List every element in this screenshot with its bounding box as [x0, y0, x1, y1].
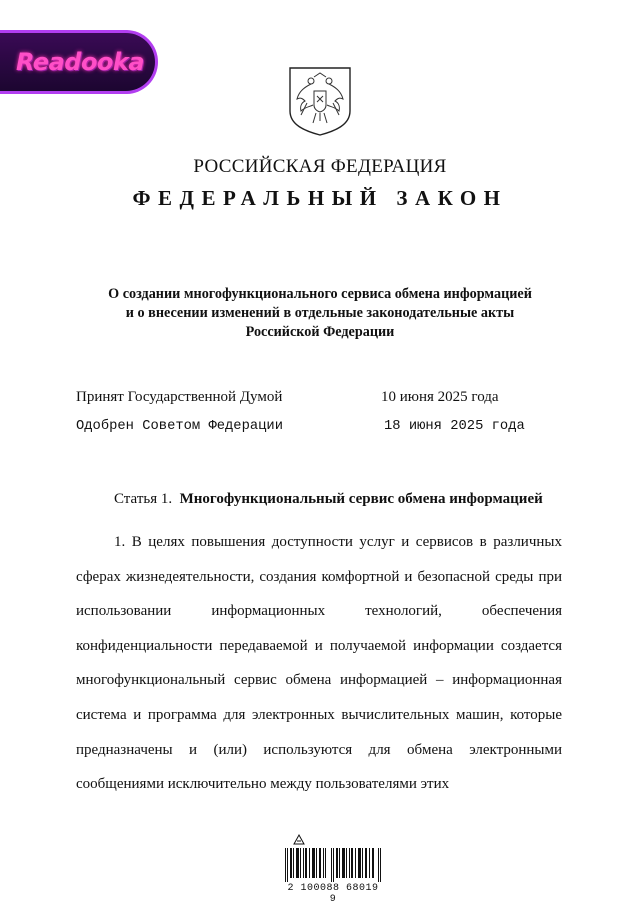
- approved-by-council-label: Одобрен Советом Федерации: [76, 419, 283, 434]
- law-title-line-1: О создании многофункционального сервиса обмена информацией: [108, 286, 532, 302]
- article-number: Статья 1.: [114, 491, 173, 507]
- russian-coat-of-arms-icon: [287, 65, 353, 137]
- law-title-line-2: и о внесении изменений в отдельные законодательные акты: [125, 305, 515, 321]
- barcode: [283, 833, 383, 905]
- law-title-line-3: Российской Федерации: [245, 324, 395, 340]
- article-title: Многофункциональный сервис обмена информацией: [179, 491, 543, 507]
- watermark-text: Readooka: [16, 48, 145, 76]
- adopted-date: 10 июня 2025 года: [381, 389, 499, 405]
- law-type-heading: ФЕДЕРАЛЬНЫЙ ЗАКОН: [132, 186, 508, 210]
- barcode-mark-icon: [293, 833, 305, 845]
- article-heading: [114, 491, 543, 508]
- barcode-number: 2 100088 68019 9: [287, 883, 379, 905]
- watermark-logo: [0, 30, 158, 94]
- law-title: [60, 285, 580, 342]
- adopted-by-duma-label: Принят Государственной Думой: [76, 389, 283, 405]
- barcode-icon: [285, 848, 381, 882]
- article-paragraph: 1. В целях повышения доступности услуг и сервисов в различных сферах жизнедеятельности, создания комфортной и безопасной среды при использовании информационных технологий, обеспечения конфиденциальности передаваемой и получаемой информации создается многофункциональный сервис обмена информацией – информационная система и программа для электронных вычислительных машин, которые предназначены и (или) используются для обмена электронными сообщениями исключительно между пользователями этих: [76, 534, 562, 793]
- country-heading: РОССИЙСКАЯ ФЕДЕРАЦИЯ: [193, 156, 447, 177]
- approved-date: 18 июня 2025 года: [384, 419, 525, 434]
